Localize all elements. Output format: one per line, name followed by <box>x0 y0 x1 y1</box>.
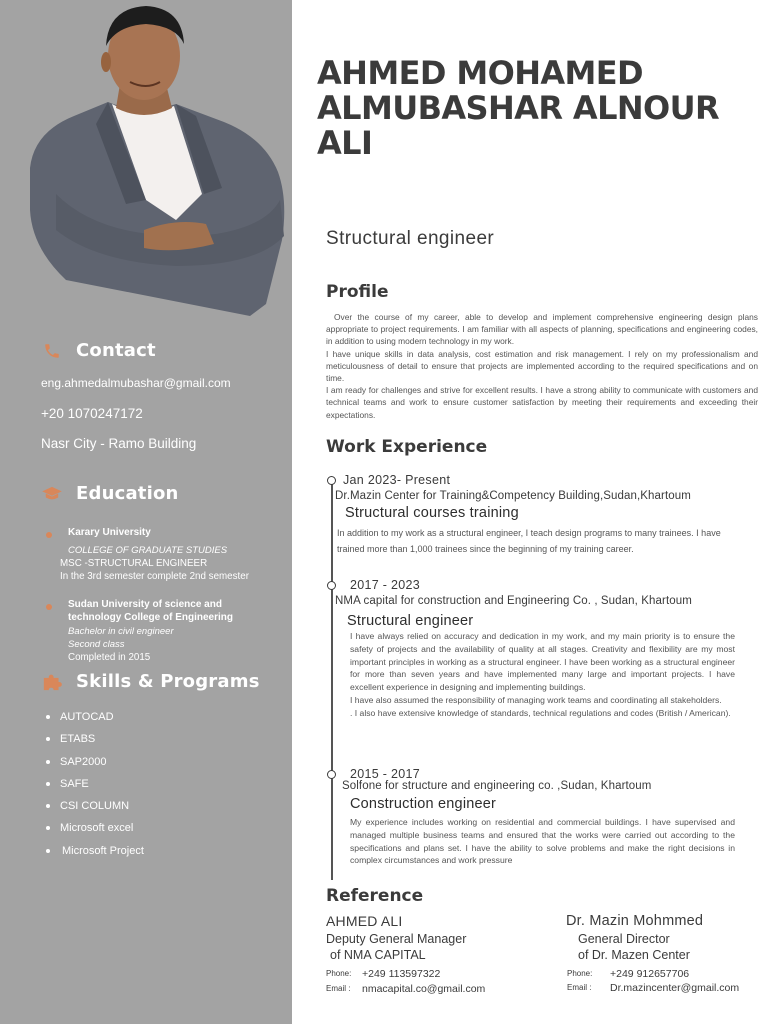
skills-heading <box>40 671 260 692</box>
job-employer: NMA capital for construction and Engineering Co. , Sudan, Khartoum <box>335 595 692 607</box>
graduation-cap-icon <box>40 484 64 504</box>
phone-label: Phone: <box>326 969 352 978</box>
education-detail: Completed in 2015 <box>68 652 151 663</box>
reference-org: of Dr. Mazen Center <box>578 948 690 962</box>
email-value[interactable]: Dr.mazincenter@gmail.com <box>610 982 740 994</box>
reference-title: General Director <box>578 932 670 946</box>
timeline-line <box>331 482 333 880</box>
profile-paragraph: I am ready for challenges and strive for excellent results. I have a strong ability to communicate with customers and technical teams and work to ensure customer satisfaction by meeting their requirements and exceeding their expectations. <box>326 385 758 420</box>
job-role: Structural courses training <box>345 505 519 521</box>
skill-item: SAFE <box>46 773 144 795</box>
skills-heading-label: Skills & Programs <box>76 671 260 692</box>
timeline-dot <box>327 770 336 779</box>
education-detail: MSC -STRUCTURAL ENGINEER <box>60 558 208 569</box>
job-role: Structural engineer <box>347 613 474 629</box>
work-experience-heading: Work Experience <box>326 437 488 457</box>
skill-item: CSI COLUMN <box>46 795 144 817</box>
contact-phone[interactable]: +20 1070247172 <box>41 406 143 421</box>
job-period: 2015 - 2017 <box>350 767 421 781</box>
contact-address: Nasr City - Ramo Building <box>41 436 197 451</box>
profile-paragraph: I have unique skills in data analysis, cost estimation and risk management. I rely on my professionalism and meticulousness of detail to ensure that projects are implemented according to the required specifications and on time. <box>326 348 758 384</box>
education-detail: COLLEGE OF GRADUATE STUDIES <box>68 545 228 556</box>
phone-icon <box>40 341 64 361</box>
profile-paragraph: Over the course of my career, able to develop and implement comprehensive engineering design plans appropriate to project requirements. I am familiar with all aspects of planning, specifications and engineering codes, in addition to using modern technology in my work. <box>326 312 758 347</box>
full-name: AHMED MOHAMED ALMUBASHAR ALNOUR ALI <box>317 54 720 162</box>
contact-heading <box>40 340 156 361</box>
education-university: Karary University <box>68 527 151 538</box>
contact-email[interactable]: eng.ahmedalmubashar@gmail.com <box>41 376 231 390</box>
job-description-paragraph: I have always relied on accuracy and dedication in my work, and my main priority is to ensure the safety of projects and the availability of quality at all stages. Creativity and flexibility are my most important principles in working as a structural engineer. I have been working as a structural engineer for more than seven years and have implemented many large and important projects. I have excellent experience in designing and implementing buildings. <box>350 631 735 693</box>
job-role: Construction engineer <box>350 796 497 812</box>
job-description <box>350 630 735 720</box>
bullet-dot <box>46 532 52 538</box>
job-description-paragraph: In addition to my work as a structural engineer, I teach design programs to many trainees. I have trained more than 1,000 trainees since the beginning of my training career. <box>337 528 721 554</box>
education-entry <box>46 526 292 583</box>
education-heading-label: Education <box>76 483 179 504</box>
email-label: Email : <box>326 984 351 993</box>
reference-name: Dr. Mazin Mohmmed <box>566 913 704 929</box>
job-description-paragraph: I have also assumed the responsibility of managing work teams and coordinating all stakeholders. <box>350 694 722 705</box>
timeline-dot <box>327 476 336 485</box>
job-employer: Dr.Mazin Center for Training&Competency Building,Sudan,Khartoum <box>335 490 691 502</box>
skill-item: Microsoft Project <box>46 840 144 862</box>
reference-phone <box>567 968 689 980</box>
job-description <box>337 526 747 557</box>
skill-item: ETABS <box>46 728 144 750</box>
skill-item: Microsoft excel <box>46 817 144 839</box>
reference-title: Deputy General Manager <box>326 932 467 946</box>
email-value[interactable]: nmacapital.co@gmail.com <box>362 983 486 995</box>
email-label: Email : <box>567 983 592 992</box>
education-university: Sudan University of science and technology College of Engineering <box>68 599 234 623</box>
skill-item: AUTOCAD <box>46 706 144 728</box>
education-detail: Bachelor in civil engineer <box>68 626 174 637</box>
job-employer: Solfone for structure and engineering co. ,Sudan, Khartoum <box>342 780 652 792</box>
reference-name: AHMED ALI <box>326 913 403 929</box>
sidebar <box>0 0 292 1024</box>
timeline-dot <box>327 581 336 590</box>
skill-item: SAP2000 <box>46 751 144 773</box>
reference-org: of NMA CAPITAL <box>330 948 426 962</box>
phone-label: Phone: <box>567 969 593 978</box>
education-entry <box>46 598 292 664</box>
skills-list <box>46 706 144 862</box>
reference-email <box>326 983 485 995</box>
reference-heading: Reference <box>326 886 424 906</box>
job-description <box>350 816 735 867</box>
puzzle-icon <box>40 672 64 692</box>
job-period: Jan 2023- Present <box>343 473 451 487</box>
profile-heading: Profile <box>326 282 389 302</box>
job-description-paragraph: . I also have extensive knowledge of standards, technical regulations and codes (British / American). <box>350 707 731 718</box>
job-description-paragraph: My experience includes working on residential and commercial buildings. I have supervised and managed multiple business teams and ensured that the works were carried out according to the specifications and plans set. I have the ability to solve problems and make the right decisions in complex circumstances and work pressure <box>350 817 735 866</box>
job-period: 2017 - 2023 <box>350 578 421 592</box>
reference-phone <box>326 968 440 980</box>
profile-photo <box>26 4 288 316</box>
education-heading <box>40 483 179 504</box>
profile-summary <box>326 311 758 421</box>
reference-email <box>567 982 739 994</box>
contact-heading-label: Contact <box>76 340 156 361</box>
education-detail: Second class <box>68 639 125 650</box>
phone-value[interactable]: +249 912657706 <box>610 968 690 980</box>
education-detail: In the 3rd semester complete 2nd semester <box>60 571 249 582</box>
phone-value[interactable]: +249 113597322 <box>362 968 441 980</box>
job-title: Structural engineer <box>326 228 495 249</box>
bullet-dot <box>46 604 52 610</box>
